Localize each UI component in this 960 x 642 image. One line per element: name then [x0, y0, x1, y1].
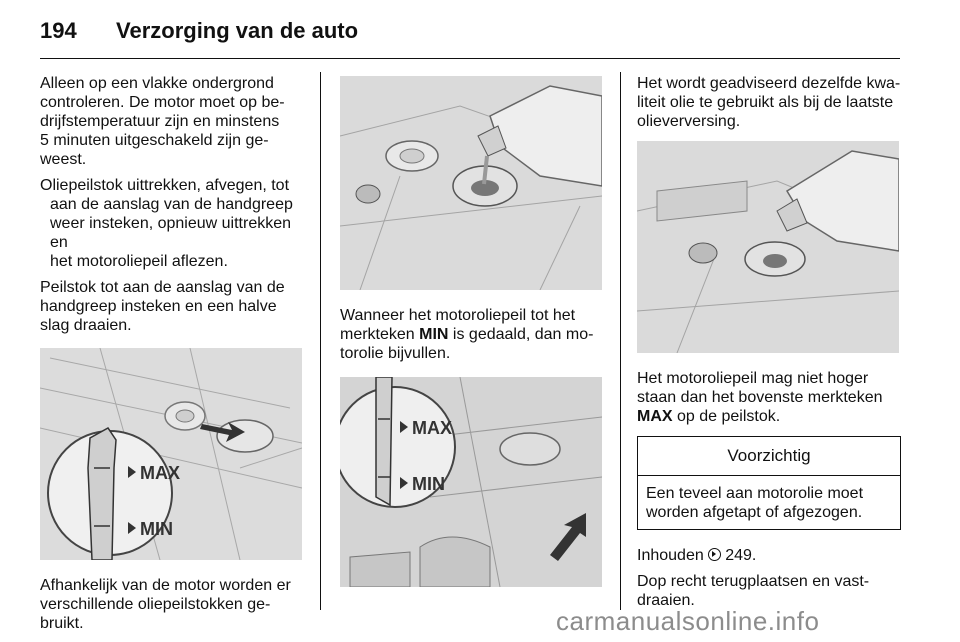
text-line: 5 minuten uitgeschakeld zijn ge-	[40, 132, 269, 149]
text-line: controleren. De motor moet op be-	[40, 94, 285, 111]
text-line: drijfstemperatuur zijn en minstens	[40, 113, 280, 130]
paragraph-same-oil-quality	[637, 74, 907, 131]
column-divider-1	[320, 72, 321, 610]
paragraph-dipstick-variants	[40, 576, 308, 633]
text-line: handgreep insteken en een halve	[40, 298, 277, 315]
paragraph-max-level	[637, 369, 907, 426]
text-line: het motoroliepeil aflezen.	[50, 253, 228, 270]
text-line: olieverversing.	[637, 113, 741, 130]
text-fragment: is gedaald, dan mo-	[448, 326, 594, 343]
caution-box	[637, 436, 901, 530]
caution-heading: Voorzichtig	[638, 437, 900, 476]
paragraph-dipstick-instructions	[40, 176, 308, 271]
header-rule	[40, 58, 900, 59]
text-line: Alleen op een vlakke ondergrond	[40, 75, 274, 92]
text-line: verschillende oliepeilstokken ge-	[40, 596, 271, 613]
watermark: carmanualsonline.info	[556, 606, 820, 636]
text-line: Een teveel aan motorolie moet	[646, 485, 864, 502]
column-3	[637, 74, 907, 617]
text-line: torolie bijvullen.	[340, 345, 451, 362]
oil-filling-figure-2	[637, 141, 899, 353]
min-label: MIN	[140, 519, 173, 539]
paragraph-replace-cap	[637, 572, 907, 610]
text-line: Dop recht terugplaatsen en vast-	[637, 573, 870, 590]
min-mark-bold: MIN	[419, 326, 449, 343]
dipstick-figure-1	[40, 348, 302, 560]
page-header	[40, 14, 920, 50]
caution-body	[638, 476, 900, 529]
max-mark-bold: MAX	[637, 408, 673, 425]
min-label: MIN	[412, 474, 445, 494]
text-fragment: Inhouden	[637, 547, 709, 564]
text-line: Het motoroliepeil mag niet hoger	[637, 370, 869, 387]
column-2	[340, 74, 602, 587]
paragraph-dipstick-rotate	[40, 278, 308, 335]
text-line: draaien.	[637, 592, 695, 609]
max-label: MAX	[140, 463, 180, 483]
paragraph-capacities-ref	[637, 546, 907, 565]
page-number: 194	[40, 18, 77, 43]
text-line: liteit olie te gebruikt als bij de laatste	[637, 94, 894, 111]
text-fragment: op de peilstok.	[672, 408, 781, 425]
oil-filling-figure	[340, 76, 602, 290]
page-reference-icon	[708, 548, 721, 561]
dipstick-figure-2	[340, 377, 602, 587]
max-label: MAX	[412, 418, 452, 438]
text-line: weer insteken, opnieuw uittrekken en	[50, 215, 292, 251]
paragraph-refill-at-min	[340, 306, 602, 363]
text-line: weest.	[40, 151, 87, 168]
text-line: aan de aanslag van de handgreep	[50, 196, 293, 213]
text-line: slag draaien.	[40, 317, 132, 334]
paragraph-level-conditions	[40, 74, 308, 169]
column-1	[40, 74, 308, 640]
text-line: worden afgetapt of afgezogen.	[646, 504, 863, 521]
text-line: Peilstok tot aan de aanslag van de	[40, 279, 285, 296]
text-line: Afhankelijk van de motor worden er	[40, 577, 291, 594]
text-line: Het wordt geadviseerd dezelfde kwa-	[637, 75, 901, 92]
text-line: Wanneer het motoroliepeil tot het	[340, 307, 576, 324]
text-line: bruikt.	[40, 615, 84, 632]
text-line: Oliepeilstok uittrekken, afvegen, tot	[40, 177, 290, 194]
text-line: staan dan het bovenste merkteken	[637, 389, 883, 406]
text-fragment: merkteken	[340, 326, 420, 343]
capacities-page-link[interactable]: 249.	[725, 547, 757, 564]
page-title: Verzorging van de auto	[116, 18, 359, 43]
column-divider-2	[620, 72, 621, 610]
